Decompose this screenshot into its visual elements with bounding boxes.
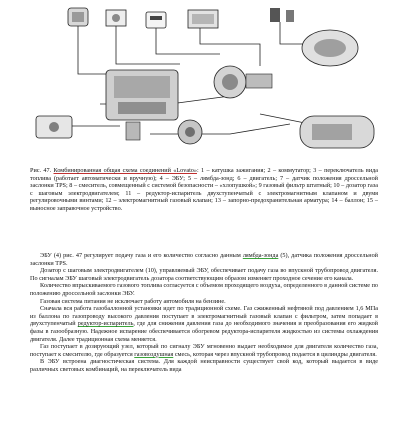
ignition-coil: [68, 8, 88, 26]
connection-diagram: [30, 4, 378, 164]
figure-caption: [30, 167, 378, 213]
paragraph: Сначала вся работа газобаллонной установки идет по традиционной схеме. Газ сжиженный нефтяной под давлением 1,6 МПа из баллона по газопроводу высокого давления поступает в электромагнитный газовый клапан с фильтром, затем попадает в двухступенчатый редуктор-испаритель, где для снижения давления газа до необходимого значения и преобразования его жидкой фазы в газообразную. Надежное испарение обеспечивается обогревом редуктора-испарителя жидкостью из системы охлаждения двигателя. Далее традиционная схема меняется.: [30, 305, 378, 343]
ecu-unit: [188, 10, 218, 28]
gas-valve: [126, 122, 140, 140]
mixer: [214, 66, 272, 98]
wire: [156, 28, 220, 54]
wire: [200, 26, 260, 66]
caption-legend: : 1 – катушка зажигания; 2 – коммутатор; 3 – переключатель вида топлива (работает автоматически и вручную); 4 – ЭБУ; 5 – лямбда-зонд; 6 – двигатель; 7 – датчик положения дроссельной заслонки TPS; 8 – смеситель, совмещенный с системой безопасности – «хлопушкой»; 9 газовый фильтр штатный; 10 – дозатор газа с шаговым электродвигателем; 11 – редуктор-испаритель двухступенчатый с электромагнитным клапаном и двумя регулировочными винтами; 12 – электромагнитный газовый клапан; 13 – запорно-предохранительная арматура; 14 – баллон; 15 – выносное заправочное устройство.: [30, 167, 379, 212]
paragraph: В ЭБУ встроена диагностическая система. Для каждой неисправности существует свой код, который выдается в виде различных световых комбинаций, на переключатель вида: [30, 358, 378, 373]
body-text: [30, 252, 378, 374]
paragraph: Газ поступает в дозирующий узел, который по сигналу ЭБУ мгновенно выдает необходимое для двигателя количество газа, поступает к смесителю, где образуется газовоздушная смесь, которая через впускной трубопровод подается в цилиндры двигателя.: [30, 343, 378, 358]
caption-title: Комбинированная общая схема соединений «Lovato»: [53, 167, 197, 174]
wire: [78, 24, 120, 74]
paragraph: Количество впрыскиваемого газового топлива согласуется с объемом проходящего воздуха, определенного в данной системе по положению дроссельной заслонки ЭБУ.: [30, 282, 378, 297]
engine: [106, 70, 178, 120]
wire: [116, 24, 180, 64]
fuel-selector-switch: [146, 12, 166, 28]
paragraph: ЭБУ (4) рис. 47 регулирует подачу газа и его количество согласно данным лямбда-зонда (5), датчика положения дроссельной заслонки TPS.: [30, 252, 378, 267]
caption-label: Рис. 47.: [30, 167, 52, 174]
lambda-sensor: [270, 8, 294, 22]
gas-line: [150, 124, 290, 134]
commutator: [106, 10, 126, 26]
paragraph: Дозатор с шаговым электродвигателем (10), управляемый ЭБУ, обеспечивает подачу газа во впускной трубопровод двигателя. По сигналам ЭБУ шаговый электродвигатель дозатора соответствующим образом изменяет проходное сечение его канала.: [30, 267, 378, 282]
air-filter: [302, 30, 358, 66]
paragraph: Газовая система питания не исключает работу автомобиля на бензине.: [40, 297, 226, 305]
filling-device: [36, 116, 72, 138]
gas-tank: [300, 116, 374, 148]
reducer-vaporizer: [178, 120, 202, 144]
